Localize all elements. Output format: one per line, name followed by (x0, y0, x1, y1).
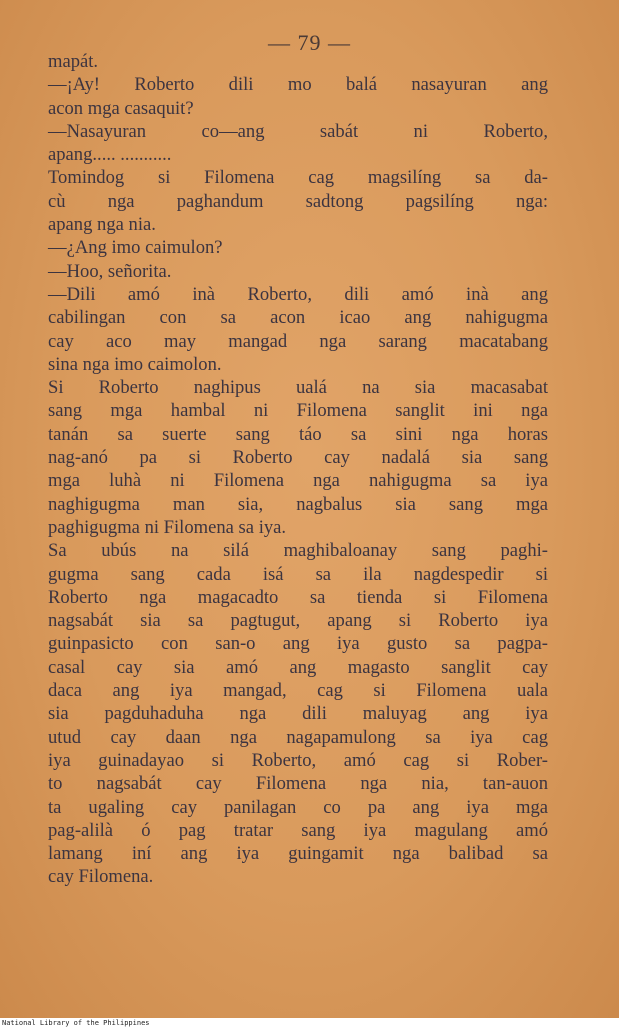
text-line: daca ang iya mangad, cag si Filomena uala (48, 680, 548, 702)
text-line: Tomindog si Filomena cag magsilíng sa da- (48, 167, 548, 189)
text-line: sang mga hambal ni Filomena sanglit ini nga (48, 400, 548, 422)
text-line: to nagsabát cay Filomena nga nia, tan-auon (48, 773, 548, 795)
text-line: paghigugma ni Filomena sa iya. (48, 516, 287, 538)
text-line: —Hoo, señorita. (48, 260, 172, 282)
text-line: lamang iní ang iya guingamit nga balibad sa (48, 843, 548, 865)
text-line: nag-anó pa si Roberto cay nadalá sia sang (48, 447, 548, 469)
text-line: naghigugma man sia, nagbalus sia sang mga (48, 493, 548, 515)
text-line: nagsabát sia sa pagtugut, apang si Roberto iya (48, 610, 548, 632)
text-line: apang..... ........... (48, 144, 172, 166)
page-number: — 79 — (268, 30, 351, 55)
text-line: —Nasayuran co—ang sabát ni Roberto, (48, 120, 548, 142)
text-line: —Dili amó inà Roberto, dili amó inà ang (48, 283, 548, 305)
text-line: Si Roberto naghipus ualá na sia macasabat (48, 377, 548, 399)
body-text (48, 50, 548, 889)
text-line: —¿Ang imo caimulon? (48, 237, 223, 259)
text-line: pag-alilà ó pag tratar sang iya magulang amó (48, 819, 548, 841)
text-line: tanán sa suerte sang táo sa sini nga horas (48, 423, 548, 445)
text-line: cay Filomena. (48, 866, 154, 888)
text-line: acon mga casaquit? (48, 97, 194, 119)
text-line: Roberto nga magacadto sa tienda si Filomena (48, 586, 548, 608)
text-line: cù nga paghandum sadtong pagsilíng nga: (48, 190, 548, 212)
text-line: iya guinadayao si Roberto, amó cag si Rober- (48, 749, 548, 771)
text-line: gugma sang cada isá sa ila nagdespedir si (48, 563, 548, 585)
text-line: mga luhà ni Filomena nga nahigugma sa iya (48, 470, 548, 492)
text-line: sina nga imo caimolon. (48, 353, 222, 375)
text-line: casal cay sia amó ang magasto sanglit cay (48, 656, 548, 678)
text-line: mapát. (48, 51, 99, 72)
text-line: —¡Ay! Roberto dili mo balá nasayuran ang (48, 74, 548, 96)
text-line: apang nga nia. (48, 214, 156, 236)
library-credit: National Library of the Philippines (2, 1019, 150, 1027)
text-line: ta ugaling cay panilagan co pa ang iya mga (48, 796, 548, 818)
text-line: cay aco may mangad nga sarang macatabang (48, 330, 548, 352)
text-line: utud cay daan nga nagapamulong sa iya cag (48, 726, 548, 748)
text-line: Sa ubús na silá maghibaloanay sang paghi- (48, 540, 548, 562)
text-line: guinpasicto con san-o ang iya gusto sa pagpa- (48, 633, 548, 655)
text-line: cabilingan con sa acon icao ang nahigugma (48, 307, 548, 329)
text-line: sia pagduhaduha nga dili maluyag ang iya (48, 703, 548, 725)
